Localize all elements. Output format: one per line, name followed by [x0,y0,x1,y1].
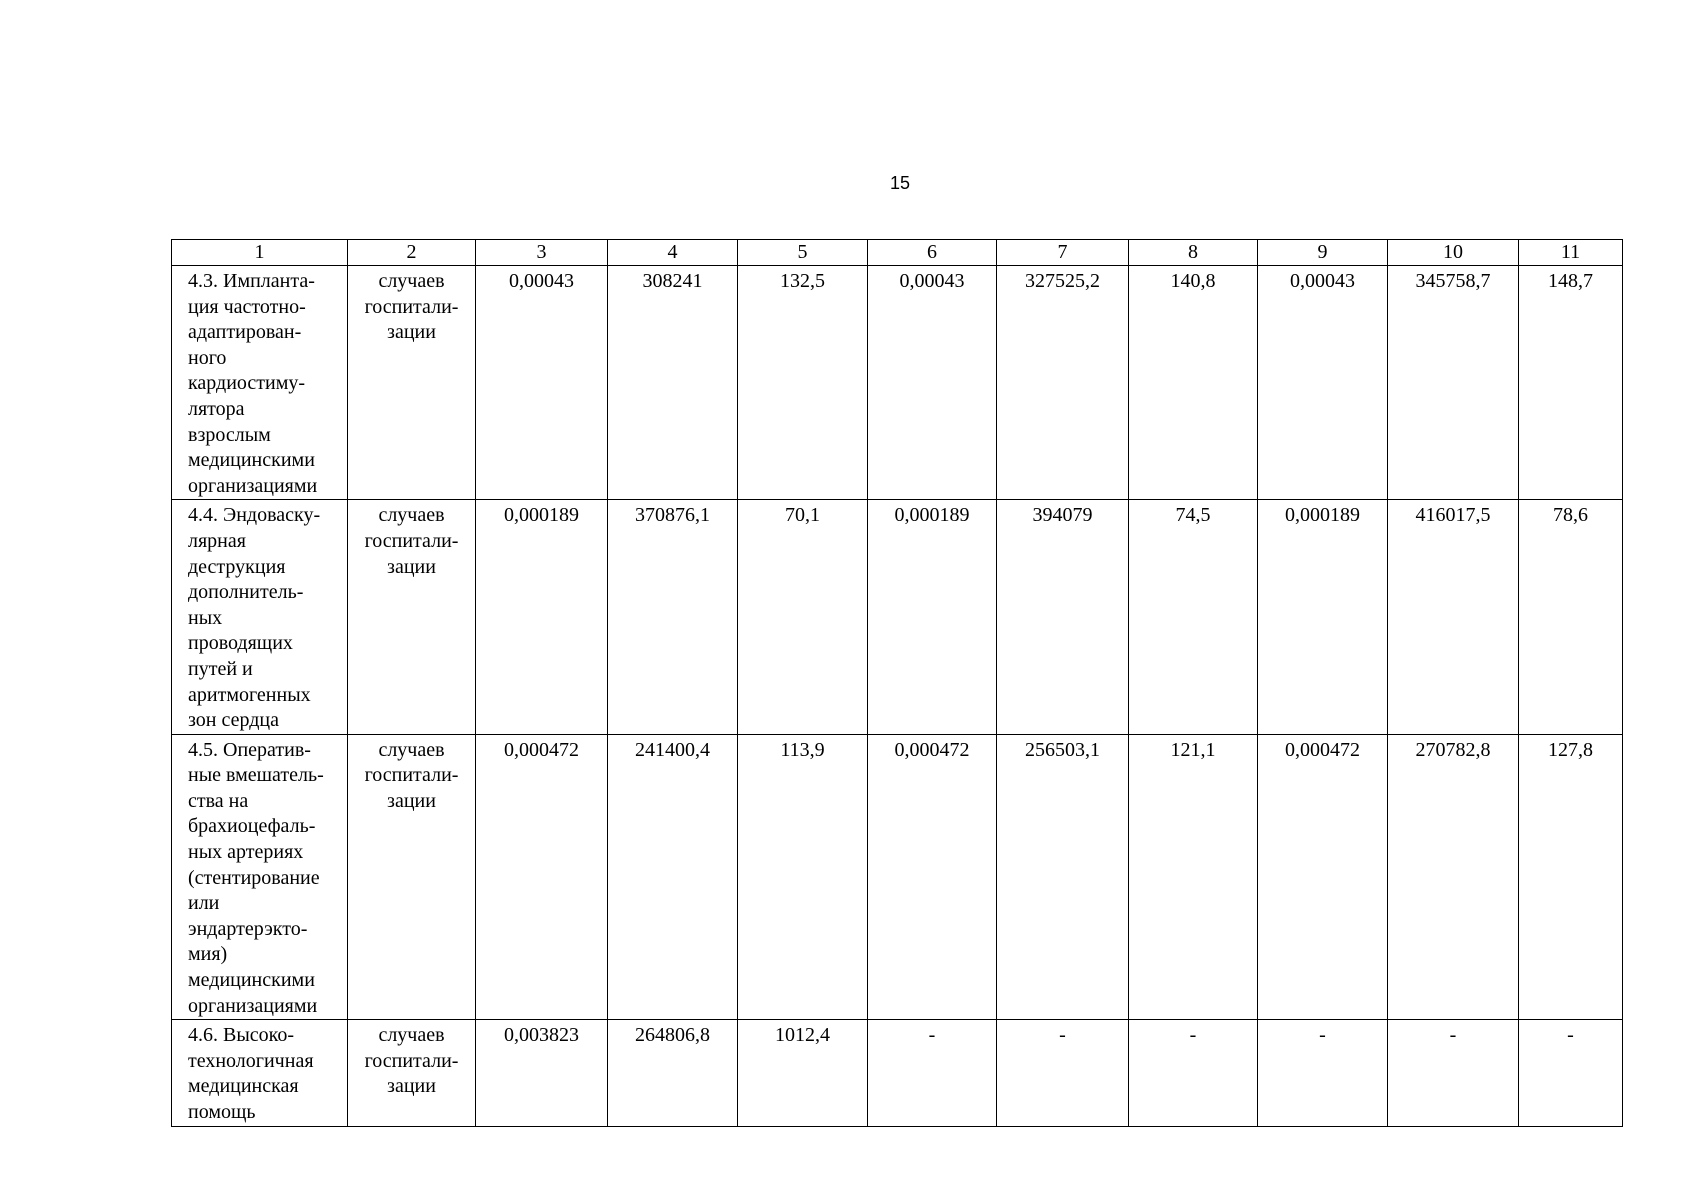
table-row [172,500,1623,734]
row-unit-line: госпитали- [364,295,459,318]
value-cell: 113,9 [738,734,868,1020]
column-header: 11 [1519,240,1623,266]
row-unit-cell [348,1020,476,1126]
row-name-line: адаптирован- [188,321,302,344]
row-name-line: организациями [188,474,318,497]
value-cell: 0,00043 [476,266,608,500]
value-cell: 0,000189 [1258,500,1388,734]
row-name-line: взрослым [188,423,271,446]
value-cell: - [1388,1020,1519,1126]
row-name-line: проводящих [188,632,293,655]
value-cell: 256503,1 [997,734,1129,1020]
value-cell: 0,000189 [476,500,608,734]
row-unit-line: случаев [378,504,445,527]
row-unit-cell [348,734,476,1020]
table-row [172,1020,1623,1126]
table-row [172,266,1623,500]
row-name-line: 4.3. Импланта- [188,270,315,292]
value-cell: 1012,4 [738,1020,868,1126]
row-name-line: 4.5. Оператив- [188,738,311,761]
row-unit-cell [348,266,476,500]
row-name-line: лятора [188,397,245,420]
row-name-cell [172,1020,348,1126]
row-name-line: (стентирование [188,866,320,889]
column-header: 2 [348,240,476,266]
value-cell: 78,6 [1519,500,1623,734]
column-header: 6 [868,240,997,266]
row-name-line: эндартерэкто- [188,917,308,940]
row-unit-cell [348,500,476,734]
value-cell: 370876,1 [608,500,738,734]
value-cell: 0,000189 [868,500,997,734]
value-cell: 74,5 [1129,500,1258,734]
row-name-line: медицинскими [188,449,315,472]
row-name-cell [172,734,348,1020]
row-name-line: ства на [188,789,249,812]
value-cell: 0,00043 [868,266,997,500]
value-cell: 270782,8 [1388,734,1519,1020]
column-header: 7 [997,240,1129,266]
row-name-line: ного [188,346,227,369]
column-header: 5 [738,240,868,266]
row-name-line: ных артериях [188,841,304,864]
value-cell: 0,000472 [868,734,997,1020]
column-header: 10 [1388,240,1519,266]
row-name-line: дополнитель- [188,581,304,604]
page-number: 15 [889,173,911,193]
row-unit-line: зации [387,321,436,344]
column-header: 4 [608,240,738,266]
value-cell: 394079 [997,500,1129,734]
row-name-line: аритмогенных [188,683,311,706]
row-name-line: ных [188,606,223,629]
row-unit-line: случаев [378,1024,445,1047]
row-name-line: технологичная [188,1049,314,1072]
column-header: 1 [172,240,348,266]
row-name-line: медицинскими [188,969,315,992]
row-unit-line: госпитали- [364,1049,459,1072]
table-row [172,734,1623,1020]
value-cell: 0,000472 [476,734,608,1020]
value-cell: 345758,7 [1388,266,1519,500]
value-cell: 241400,4 [608,734,738,1020]
row-name-line: помощь [188,1101,256,1123]
row-name-line: организациями [188,994,318,1017]
column-header: 9 [1258,240,1388,266]
row-unit-line: зации [387,789,436,812]
row-name-cell [172,500,348,734]
row-unit-line: госпитали- [364,764,459,787]
row-name-line: или [188,892,220,915]
row-name-line: брахиоцефаль- [188,815,316,838]
value-cell: 121,1 [1129,734,1258,1020]
value-cell: 308241 [608,266,738,500]
value-cell: 148,7 [1519,266,1623,500]
value-cell: 0,003823 [476,1020,608,1126]
value-cell: 132,5 [738,266,868,500]
row-unit-line: случаев [378,738,445,761]
row-name-line: 4.6. Высоко- [188,1024,295,1047]
row-name-line: кардиостиму- [188,372,306,395]
row-unit-line: зации [387,1075,436,1098]
value-cell: 416017,5 [1388,500,1519,734]
row-name-line: ция частотно- [188,295,306,318]
column-header: 3 [476,240,608,266]
row-name-line: деструкция [188,555,286,578]
value-cell: - [1258,1020,1388,1126]
value-cell: 327525,2 [997,266,1129,500]
value-cell: 0,000472 [1258,734,1388,1020]
value-cell: 140,8 [1129,266,1258,500]
row-name-line: путей и [188,657,253,680]
value-cell: 264806,8 [608,1020,738,1126]
value-cell: - [997,1020,1129,1126]
value-cell: - [1129,1020,1258,1126]
row-unit-line: зации [387,555,436,578]
value-cell: 127,8 [1519,734,1623,1020]
row-unit-line: госпитали- [364,529,459,552]
value-cell: - [868,1020,997,1126]
tariff-table [171,239,1623,1127]
row-name-cell [172,266,348,500]
row-name-line: 4.4. Эндоваску- [188,504,321,527]
column-header: 8 [1129,240,1258,266]
row-unit-line: случаев [378,270,445,292]
header-row [172,240,1623,266]
value-cell: 0,00043 [1258,266,1388,500]
row-name-line: зон сердца [188,709,279,732]
row-name-line: медицинская [188,1075,299,1098]
row-name-line: ные вмешатель- [188,764,324,787]
value-cell: 70,1 [738,500,868,734]
value-cell: - [1519,1020,1623,1126]
row-name-line: мия) [188,943,228,966]
row-name-line: лярная [188,529,246,552]
